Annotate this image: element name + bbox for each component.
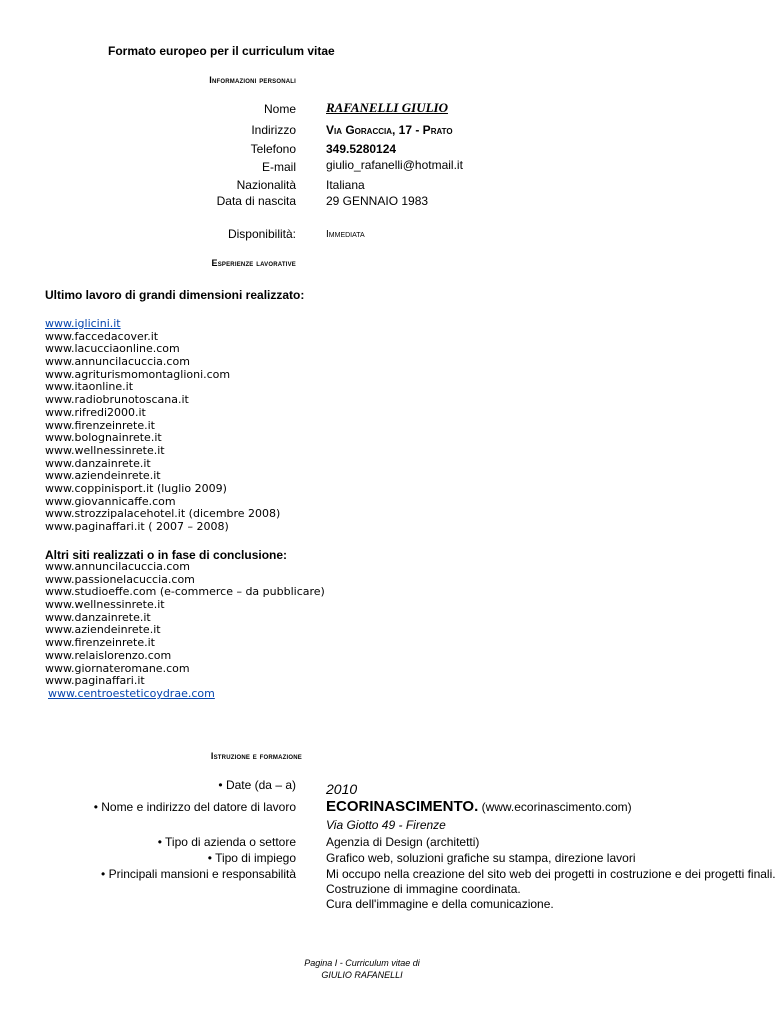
list-item: www.passionelacuccia.com: [45, 572, 195, 586]
footer-line2: GIULIO RAFANELLI: [321, 970, 403, 980]
employer-address: Via Giotto 49 - Firenze: [326, 818, 446, 832]
date-value: 2010: [326, 781, 358, 797]
last-sites-list: [45, 318, 280, 534]
birth-label: Data di nascita: [216, 194, 296, 208]
page-footer: [0, 957, 724, 981]
list-item: www.paginaffari.it ( 2007 – 2008): [45, 520, 229, 533]
section-experience-heading: Esperienze lavorative: [211, 258, 296, 268]
employer-name: ECORINASCIMENTO.: [326, 798, 479, 815]
list-item: www.wellnessinrete.it: [45, 598, 165, 612]
availability-label: Disponibilità:: [227, 227, 296, 241]
list-item: www.aziendeinrete.it: [45, 623, 161, 637]
other-sites-list: [45, 561, 325, 701]
job-label: • Tipo di impiego: [207, 851, 296, 865]
document-title: Formato europeo per il curriculum vitae: [108, 44, 335, 58]
employer-value: [326, 798, 632, 815]
list-item: www.annuncilacuccia.com: [45, 560, 190, 573]
duty-line: Mi occupo nella creazione del sito web dei progetti in costruzione e dei progetti finali.: [326, 867, 776, 881]
nationality-label: Nazionalità: [236, 178, 296, 192]
site-link[interactable]: www.centroesteticoydrae.com: [48, 686, 215, 700]
list-item: www.lacucciaonline.com: [45, 342, 180, 356]
list-item: www.strozzipalacehotel.it (dicembre 2008): [45, 507, 281, 521]
duty-line: Cura dell'immagine e della comunicazione.: [326, 897, 554, 911]
list-item: www.agriturismomontaglioni.com: [45, 367, 231, 381]
list-item: www.giornateromane.com: [45, 661, 190, 675]
list-item: www.coppinisport.it (luglio 2009): [45, 481, 227, 495]
list-item: www.firenzeinrete.it: [45, 418, 155, 432]
list-item: www.rifredi2000.it: [45, 405, 146, 419]
list-item: www.aziendeinrete.it: [45, 469, 161, 483]
availability-value: Immediata: [326, 229, 365, 240]
employer-url: (www.ecorinascimento.com): [481, 800, 632, 814]
name-value: RAFANELLI GIULIO: [326, 100, 448, 115]
footer-line1: Pagina I - Curriculum vitae di: [304, 958, 420, 968]
name-label: Nome: [263, 102, 296, 116]
section-education-heading: Istruzione e formazione: [210, 751, 302, 761]
duty-line: Costruzione di immagine coordinata.: [326, 882, 521, 896]
job-value: Grafico web, soluzioni grafiche su stampa, direzione lavori: [326, 851, 636, 865]
list-item: www.paginaffari.it: [45, 674, 145, 688]
list-item: www.wellnessinrete.it: [45, 443, 165, 457]
address-label: Indirizzo: [251, 123, 296, 137]
list-item: www.firenzeinrete.it: [45, 636, 155, 650]
date-label: • Date (da – a): [218, 778, 296, 792]
section-personal-heading: Informazioni personali: [209, 75, 296, 85]
employer-label: • Nome e indirizzo del datore di lavoro: [93, 800, 296, 814]
list-item: www.annuncilacuccia.com: [45, 355, 190, 369]
duties-label: • Principali mansioni e responsabilità: [101, 867, 296, 881]
duties-value: [326, 867, 776, 912]
list-item: www.danzainrete.it: [45, 456, 151, 470]
phone-label: Telefono: [250, 142, 296, 156]
sector-label: • Tipo di azienda o settore: [157, 835, 296, 849]
list-item: www.bolognainrete.it: [45, 431, 162, 445]
list-item: www.radiobrunotoscana.it: [45, 393, 189, 407]
site-link[interactable]: www.iglicini.it: [45, 317, 121, 330]
list-item: www.giovannicaffe.com: [45, 494, 176, 508]
sector-value: Agenzia di Design (architetti): [326, 835, 480, 849]
other-sites-heading: Altri siti realizzati o in fase di conclusione:: [45, 548, 288, 562]
list-item: www.faccedacover.it: [45, 329, 159, 343]
email-label: E-mail: [261, 160, 296, 174]
last-work-heading: Ultimo lavoro di grandi dimensioni realizzato:: [45, 288, 305, 302]
list-item: www.itaonline.it: [45, 380, 134, 394]
list-item: www.danzainrete.it: [45, 610, 151, 624]
address-value: Via Goraccia, 17 - Prato: [326, 123, 453, 137]
nationality-value: Italiana: [326, 178, 365, 192]
list-item: www.studioeffe.com (e-commerce – da pubblicare): [45, 585, 325, 599]
birth-value: 29 GENNAIO 1983: [326, 194, 429, 208]
list-item: www.relaislorenzo.com: [45, 648, 172, 662]
phone-value: 349.5280124: [326, 142, 397, 156]
email-value: giulio_rafanelli@hotmail.it: [326, 158, 463, 172]
